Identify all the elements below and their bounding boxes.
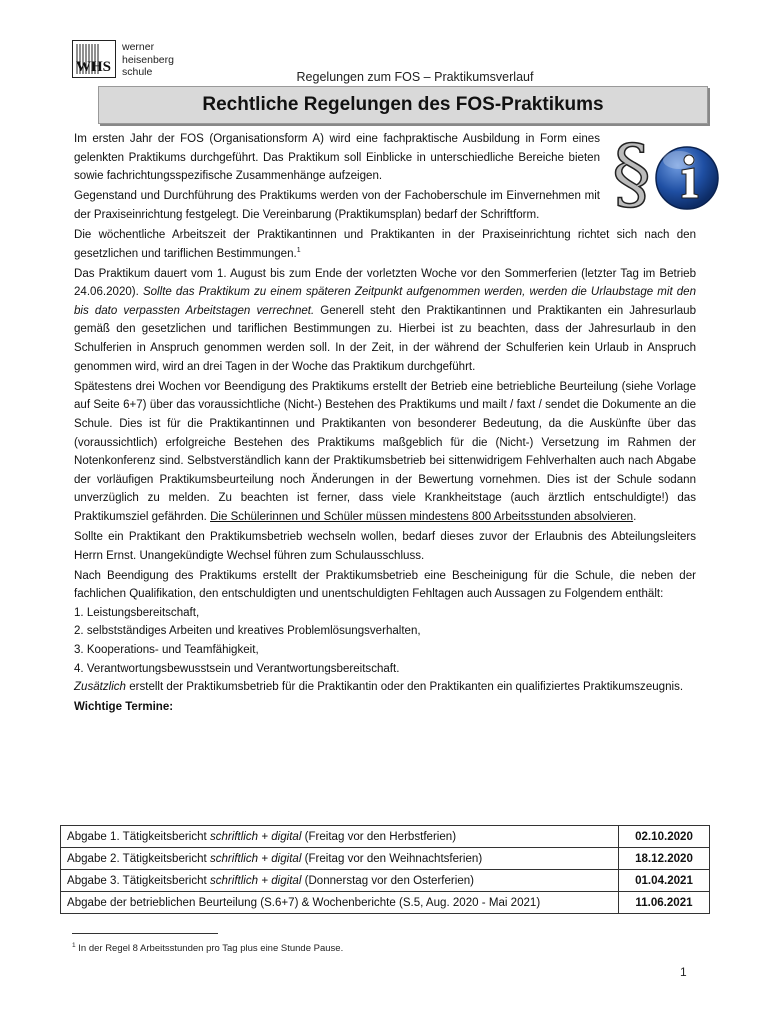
duration-text-italic: Sollte das Praktikum zu einem späteren Zeitpunkt aufgenommen werden, werden die Urlaubstage mit den bis dato verpassten Arbeitstagen verrechnet. bbox=[74, 286, 696, 317]
paragraph-icon: § bbox=[612, 129, 651, 219]
school-name-line2: heisenberg bbox=[122, 53, 174, 66]
paragraph-intro: Im ersten Jahr der FOS (Organisationsform A) wird eine fachpraktische Ausbildung in Form eines gelenkten Praktikums durchgeführt. Das Praktikum soll Einblicke in unterschiedliche Bereiche bieten sowie fachrichtungsspezifische Zusammenhänge aufzeigen. bbox=[74, 133, 600, 183]
additional-text: erstellt der Praktikumsbetrieb für die Praktikantin oder den Praktikanten ein qualifiziertes Praktikumszeugnis. bbox=[125, 681, 684, 694]
paragraph-working-hours bbox=[74, 226, 696, 263]
paragraph-duration bbox=[74, 265, 696, 377]
svg-text:WHS: WHS bbox=[76, 59, 112, 75]
duration-text-c: Generell steht den Praktikantinnen und Praktikanten ein Jahresurlaub gemäß den gesetzlichen und tariflichen Bestimmungen zu. Hierbei ist zu beachten, dass der Jahresurlaub in den Schulferien in Anspruch genommen werden soll. In der Zeit, in der während der Schulferien kein Urlaub in Anspruch genommen wird, wird an drei Tagen in der Woche das Praktikum durchgeführt. bbox=[74, 304, 696, 373]
duration-text-a: Das Praktikum dauert vom 1. August bis zum Ende der vorletzten Woche vor den Sommerferien (letzter Tag im Betrieb 24.06.2020). bbox=[74, 267, 696, 299]
assessment-period: . bbox=[633, 510, 637, 523]
list-item: 3. Kooperations- und Teamfähigkeit, bbox=[74, 644, 259, 657]
assessment-text: Spätestens drei Wochen vor Beendigung des Praktikums erstellt der Betrieb eine betriebliche Beurteilung (siehe Vorlage auf Seite 6+7) über das voraussichtliche (Nicht-) Bestehen des Praktikums und mailt / faxt / sendet die Dokumente an die Schule. Dies ist für die Praktikantinnen und Praktikanten von besonderer Bedeutung, da die Auskünfte über das (voraussichtlich) erfolgreiche Bestehen des Praktikums maßgeblich für die (Nicht-) Versetzung im Rahmen der Notenkonferenz sind. Selbstverständlich kann der Praktikumsbetrieb bei sittenwidrigem Fehlverhalten auch nach Abgabe der vorläufigen Praktikumsbeurteilung noch Änderungen in der Bewertung vornehmen. Dies ist der Schule sodann unverzüglich zu melden. Zu beachten ist ferner, dass viele Krankheitstage (auch ärztlich entschuldigte!) das Praktikumsziel gefährden. bbox=[74, 380, 696, 523]
title-banner bbox=[98, 86, 708, 124]
list-item: 1. Leistungsbereitschaft, bbox=[74, 606, 200, 619]
footnote-text: In der Regel 8 Arbeitsstunden pro Tag plus eine Stunde Pause. bbox=[75, 943, 344, 955]
table-cell-date: 01.04.2021 bbox=[619, 870, 710, 892]
table-row bbox=[61, 848, 710, 870]
page-title: Rechtliche Regelungen des FOS-Praktikums bbox=[202, 94, 604, 115]
list-item: 4. Verantwortungsbewusstsein und Verantwortungsbereitschaft. bbox=[74, 662, 400, 675]
school-name-line1: werner bbox=[122, 41, 155, 53]
table-cell-description: Abgabe 3. Tätigkeitsbericht schriftlich + digital (Donnerstag vor den Osterferien) bbox=[61, 870, 619, 892]
important-dates-heading: Wichtige Termine: bbox=[74, 701, 174, 714]
working-hours-text: Die wöchentliche Arbeitszeit der Praktikantinnen und Praktikanten in der Praxiseinrichtung richtet sich nach den gesetzlichen und tariflichen Bestimmungen. bbox=[74, 228, 696, 260]
table-cell-date: 11.06.2021 bbox=[619, 892, 710, 914]
paragraph-assessment bbox=[74, 378, 696, 527]
document-body bbox=[74, 130, 696, 717]
table-cell-description: Abgabe der betrieblichen Beurteilung (S.6+7) & Wochenberichte (S.5, Aug. 2020 - Mai 2021) bbox=[61, 892, 619, 914]
paragraph-agreement: Gegenstand und Durchführung des Praktikums werden von der Fachoberschule im Einvernehmen mit der Praxiseinrichtung festgelegt. Die Vereinbarung (Praktikumsplan) bedarf der Schriftform. bbox=[74, 190, 600, 221]
dates-table bbox=[60, 825, 710, 914]
table-row bbox=[61, 826, 710, 848]
additional-italic: Zusätzlich bbox=[74, 681, 126, 694]
table-cell-date: 18.12.2020 bbox=[619, 848, 710, 870]
school-name-line3: schule bbox=[122, 66, 153, 78]
footnote bbox=[72, 942, 343, 954]
paragraph-additional bbox=[74, 678, 696, 697]
table-cell-date: 02.10.2020 bbox=[619, 826, 710, 848]
table-row bbox=[61, 892, 710, 914]
footnote-mark: 1 bbox=[72, 942, 76, 949]
table-cell-description: Abgabe 2. Tätigkeitsbericht schriftlich + digital (Freitag vor den Weihnachtsferien) bbox=[61, 848, 619, 870]
footnote-ref: 1 bbox=[296, 246, 301, 254]
table-cell-description: Abgabe 1. Tätigkeitsbericht schriftlich + digital (Freitag vor den Herbstferien) bbox=[61, 826, 619, 848]
footnote-divider bbox=[72, 933, 218, 934]
page-number: 1 bbox=[680, 965, 687, 979]
paragraph-certificate: Nach Beendigung des Praktikums erstellt der Praktikumsbetrieb eine Bescheinigung für die Schule, die neben der fachlichen Qualifikation, den entschuldigten und unentschuldigten Fehltagen auch Aussagen zu Folgendem enthält: bbox=[74, 569, 696, 601]
assessment-requirement: Die Schülerinnen und Schüler müssen mindestens 800 Arbeitsstunden absolvieren bbox=[210, 510, 634, 523]
list-item: 2. selbstständiges Arbeiten und kreatives Problemlösungsverhalten, bbox=[74, 625, 421, 638]
page-header: Regelungen zum FOS – Praktikumsverlauf bbox=[296, 70, 534, 84]
criteria-list bbox=[74, 604, 696, 678]
table-row bbox=[61, 870, 710, 892]
paragraph-change-company: Sollte ein Praktikant den Praktikumsbetrieb wechseln wollen, bedarf dieses zuvor der Erlaubnis des Abteilungsleiters Herrn Ernst. Unangekündigte Wechsel führen zum Schulausschluss. bbox=[74, 530, 696, 562]
